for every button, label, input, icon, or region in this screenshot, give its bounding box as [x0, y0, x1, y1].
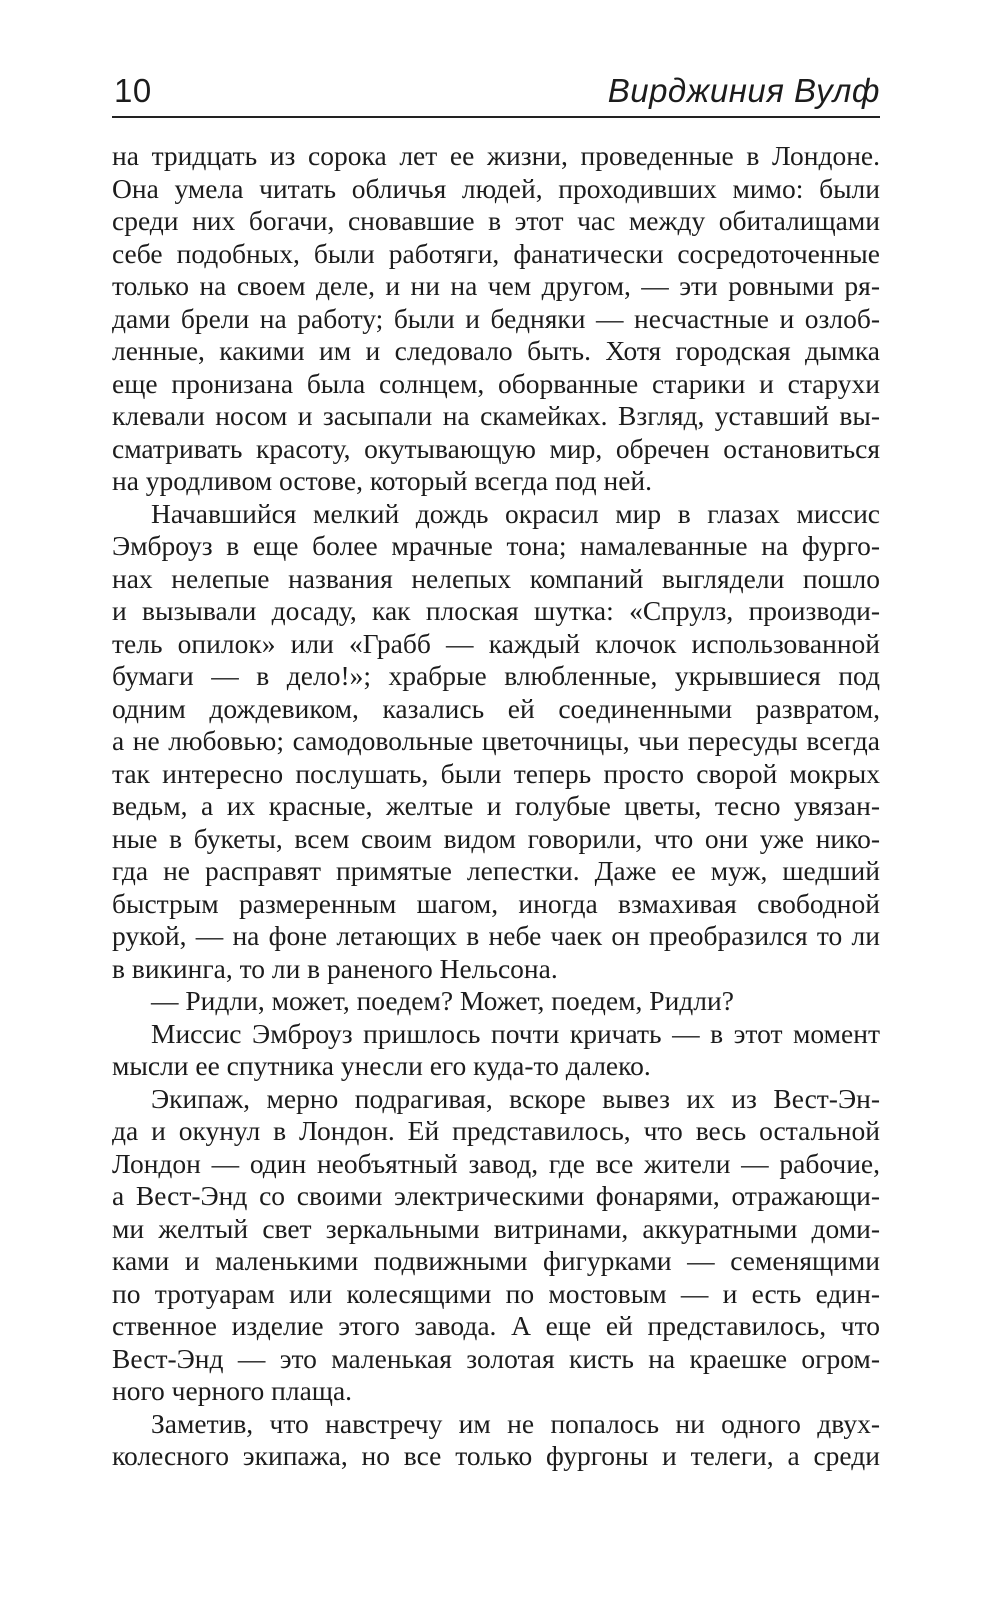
text-line: ками и маленькими подвижными фигурками — семенящими	[112, 1245, 880, 1276]
text-line: — Ридли, может, поедем? Может, поедем, Ридли?	[151, 985, 734, 1016]
text-line: дами брели на работу; были и бедняки — несчастные и озлоб-	[112, 302, 880, 334]
text-line: ведьм, а их красные, желтые и голубые цветы, тесно увязан-	[112, 790, 880, 821]
text-line: бумаги — в дело!»; храбрые влюбленные, укрывшиеся под	[112, 660, 880, 691]
text-line: а Вест-Энд со своими электрическими фонарями, отражающи-	[112, 1180, 880, 1211]
running-title: Вирджиния Вулф	[607, 72, 880, 109]
text-line: среди них богачи, сновавшие в этот час между обиталищами	[112, 205, 880, 236]
text-line: рукой, — на фоне летающих в небе чаек он преобразился то ли	[112, 920, 880, 951]
text-line: Эмброуз в еще более мрачные тона; намалеванные на фурго-	[112, 530, 880, 561]
text-line: колесного экипажа, но все только фургоны и телеги, а среди	[112, 1440, 880, 1471]
text-line: Миссис Эмброуз пришлось почти кричать — в этот момент	[151, 1017, 880, 1049]
text-line: ленные, какими им и следовало быть. Хотя городская дымка	[112, 335, 880, 366]
text-line: Экипаж, мерно подрагивая, вскоре вывез их из Вест-Эн-	[151, 1082, 880, 1114]
text-line: мысли ее спутника унесли его куда-то далеко.	[112, 1050, 651, 1081]
text-line: на тридцать из сорока лет ее жизни, проведенные в Лондоне.	[112, 140, 880, 171]
text-line: да и окунул в Лондон. Ей представилось, что весь остальной	[112, 1115, 880, 1146]
text-line: Лондон — один необъятный завод, где все жители — рабочие,	[112, 1147, 880, 1179]
text-line: в викинга, то ли в раненого Нельсона.	[112, 952, 558, 984]
text-line: ного черного плаща.	[112, 1375, 353, 1406]
text-line: клевали носом и засыпали на скамейках. Взгляд, уставший вы-	[112, 400, 880, 431]
text-line: ми желтый свет зеркальными витринами, аккуратными доми-	[112, 1212, 880, 1244]
text-line: сматривать красоту, окутывающую мир, обречен остановиться	[112, 432, 880, 464]
text-line: Она умела читать обличья людей, проходивших мимо: были	[112, 172, 880, 204]
text-line: а не любовью; самодовольные цветочницы, чьи пересуды всегда	[112, 725, 880, 756]
text-line: еще пронизана была солнцем, оборванные старики и старухи	[112, 367, 880, 399]
text-line: Начавшийся мелкий дождь окрасил мир в глазах миссис	[151, 497, 880, 529]
text-line: Заметив, что навстречу им не попалось ни одного двух-	[151, 1407, 880, 1439]
text-line: так интересно послушать, были теперь просто сворой мокрых	[112, 757, 880, 789]
text-line: ственное изделие этого завода. А еще ей представилось, что	[112, 1310, 880, 1341]
text-line: и вызывали досаду, как плоская шутка: «Спрулз, производи-	[112, 595, 880, 626]
page-number: 10	[114, 72, 152, 109]
text-line: ные в букеты, всем своим видом говорили, что они уже нико-	[112, 822, 880, 854]
body-text	[112, 140, 880, 1473]
page-header	[112, 68, 880, 118]
text-line: по тротуарам или колесящими по мостовым — и есть един-	[112, 1277, 880, 1309]
text-line: Вест-Энд — это маленькая золотая кисть на краешке огром-	[112, 1342, 880, 1374]
text-line: на уродливом остове, который всегда под ней.	[112, 465, 652, 496]
text-line: только на своем деле, и ни на чем другом, — эти ровными ря-	[112, 270, 880, 301]
text-line: быстрым размеренным шагом, иногда взмахивая свободной	[112, 887, 880, 919]
text-line: нах нелепые названия нелепых компаний выглядели пошло	[112, 562, 880, 594]
text-line: гда не расправят примятые лепестки. Даже ее муж, шедший	[112, 855, 880, 886]
text-line: тель опилок» или «Грабб — каждый клочок использованной	[112, 627, 880, 659]
text-line: одним дождевиком, казались ей соединенными развратом,	[112, 692, 880, 724]
text-line: себе подобных, были работяги, фанатически сосредоточенные	[112, 237, 880, 269]
